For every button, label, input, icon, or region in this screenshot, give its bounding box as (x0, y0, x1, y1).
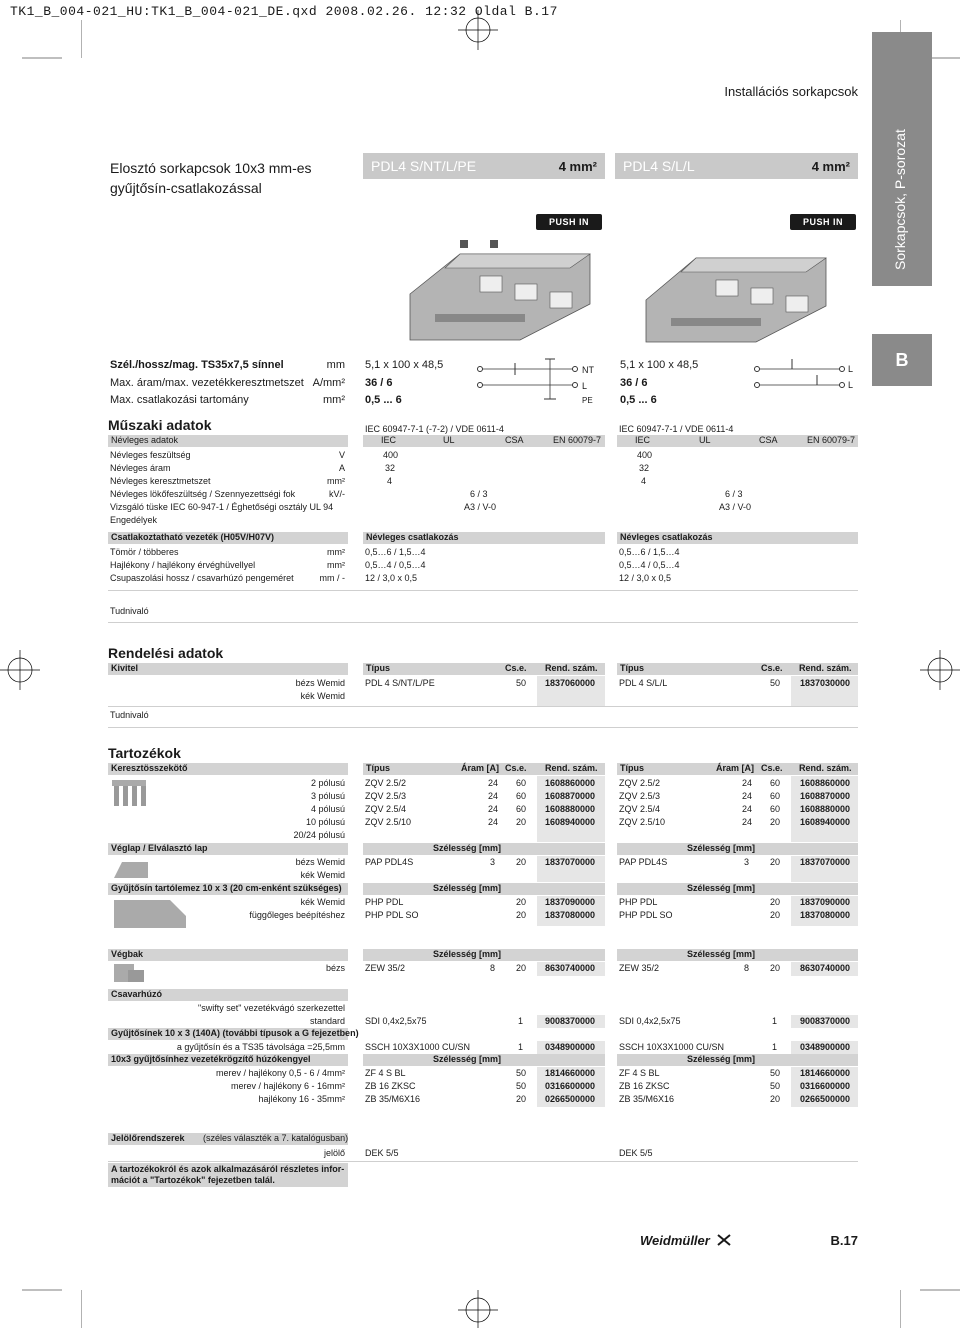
wire-bar (108, 532, 348, 544)
screw-row-type: SDI 0,4x2,5x75 (619, 1016, 681, 1026)
stop-row-qty: 20 (770, 963, 781, 973)
order-head-1 (363, 663, 605, 675)
cross-row-qty: 60 (770, 791, 781, 801)
screw-bar-label: Csavarhúzó (111, 989, 163, 999)
brand-logo: Weidmüller (640, 1233, 710, 1248)
bus-row-type: PHP PDL SO (619, 910, 673, 920)
order-bar-label: Kivitel (111, 663, 139, 673)
order-p1-type: PDL 4 S/NT/L/PE (365, 678, 435, 688)
clamp-head-2 (617, 1054, 858, 1066)
rail-label: a gyűjtősín és a TS35 távolsága =25,5mm (176, 1042, 345, 1052)
order-head-2 (617, 663, 858, 675)
footnote-line-1: A tartozékokról és azok alkalmazásáról részletes infor- (111, 1164, 345, 1174)
cross-label: 10 pólusú (305, 817, 345, 827)
wire-row-label: Csupaszolási hossz / csavarhúzó pengeméret (110, 573, 294, 583)
dims-p2-current: 36 / 6 (620, 377, 648, 389)
clamp-row-type: ZB 35/M6X16 (365, 1094, 421, 1104)
order-p2-num: 1837030000 (800, 678, 851, 688)
stop-bar-label: Végbak (111, 949, 144, 959)
tech-bar (108, 435, 348, 447)
clamp-row-qty: 50 (516, 1068, 527, 1078)
tech-col-en: EN 60079-7 (807, 435, 856, 445)
wire-bar-label: Csatlakoztatható vezeték (H05V/H07V) (111, 532, 275, 542)
tech-row-unit: V (338, 450, 345, 460)
end-head: Szélesség [mm] (433, 843, 502, 853)
order-head-num: Rend. szám. (799, 663, 852, 673)
end-plate-icon (112, 858, 152, 880)
clamp-row-type: ZF 4 S BL (365, 1068, 406, 1078)
wire-row-value: 0,5…4 / 0,5…4 (365, 560, 426, 570)
bus-label: kék Wemid (300, 897, 345, 907)
end-stop-icon (110, 960, 150, 984)
order-title: Rendelési adatok (108, 645, 224, 661)
order-p1-num: 1837060000 (545, 678, 596, 688)
cross-row-num: 1608880000 (545, 804, 596, 814)
end-head-1 (363, 843, 605, 855)
tech-col-ul: UL (443, 435, 455, 445)
divider (108, 590, 858, 591)
marker-bar (108, 1133, 348, 1145)
cross-row-qty: 60 (770, 804, 781, 814)
dims-unit-1: mm (326, 359, 345, 371)
marker-label: jelölő (323, 1148, 345, 1158)
side-tab-label: Sorkapcsok, P-sorozat (892, 129, 908, 270)
bus-row-qty: 20 (516, 897, 527, 907)
order-head-qty: Cs.e. (761, 663, 783, 673)
tech-row-value: 4 (641, 476, 647, 486)
tech-row-value: 6 / 3 (470, 489, 488, 499)
stop-label: bézs (325, 963, 345, 973)
screw-row-qty: 1 (518, 1016, 524, 1026)
rail-bar (108, 1028, 359, 1040)
screw-row-num: 9008370000 (545, 1016, 596, 1026)
clamp-row-qty: 50 (770, 1068, 781, 1078)
clamp-row-num: 1814660000 (800, 1068, 851, 1078)
end-label: kék Wemid (300, 870, 345, 880)
tech-row-unit: A (338, 463, 345, 473)
order-note: Tudnivaló (110, 710, 149, 720)
product-size-2: 4 mm² (811, 158, 850, 174)
dims-label-1: Szél./hossz/mag. TS35x7,5 sínnel (110, 359, 284, 371)
cross-row-current: 24 (488, 791, 499, 801)
crop-mark-icon (22, 1285, 82, 1328)
cross-row-current: 24 (742, 778, 753, 788)
registration-mark-icon (448, 1285, 508, 1328)
dims-unit-2: A/mm² (312, 377, 345, 389)
cross-row-type: ZQV 2.5/4 (365, 804, 407, 814)
end-head-2 (617, 843, 858, 855)
cross-row-qty: 60 (516, 791, 527, 801)
tech-row-value: A3 / V-0 (464, 502, 497, 512)
tech-std-1: IEC 60947-7-1 (-7-2) / VDE 0611-4 (365, 424, 504, 434)
tech-title: Műszaki adatok (108, 417, 212, 433)
clamp-head: Szélesség [mm] (433, 1054, 502, 1064)
tech-col-iec: IEC (635, 435, 651, 445)
side-tab (872, 32, 932, 286)
product-header-2 (615, 153, 858, 179)
schematic-2-l2: L (848, 380, 854, 390)
rail-bar-label: Gyűjtősínek 10 x 3 (140A) (további típusok a G fejezetben) (111, 1028, 359, 1038)
bus-row-num: 1837080000 (800, 910, 851, 920)
stop-row-width: 8 (744, 963, 750, 973)
cross-head-qty: Cs.e. (761, 763, 783, 773)
clamp-row-num: 0266500000 (545, 1094, 596, 1104)
tech-row-value: 6 / 3 (725, 489, 743, 499)
cross-row-qty: 20 (770, 817, 781, 827)
divider (108, 727, 858, 728)
bus-row-qty: 20 (516, 910, 527, 920)
clamp-row-num: 0316600000 (545, 1081, 596, 1091)
wire-row-label: Tömör / többeres (110, 547, 179, 557)
cross-row-type: ZQV 2.5/3 (619, 791, 661, 801)
product-header-1 (363, 153, 605, 179)
cross-head-type: Típus (620, 763, 644, 773)
tech-col-en: EN 60079-7 (553, 435, 602, 445)
stop-head-2 (617, 949, 858, 961)
cross-label: 3 pólusú (310, 791, 345, 801)
tech-col-csa: CSA (759, 435, 778, 445)
cross-row-type: ZQV 2.5/10 (365, 817, 412, 827)
stop-head: Szélesség [mm] (687, 949, 756, 959)
clamp-label: merev / hajlékony 0,5 - 6 / 4mm² (215, 1068, 345, 1078)
cross-row-type: ZQV 2.5/2 (619, 778, 661, 788)
tech-row-label: Vizsgáló tüske IEC 60-947-1 / Éghetőségi osztály UL 94 (110, 502, 334, 512)
end-row-qty: 20 (770, 857, 781, 867)
screw-bar (108, 989, 348, 1001)
divider (108, 706, 858, 707)
cross-row-num: 1608940000 (545, 817, 596, 827)
cross-row-current: 24 (742, 804, 753, 814)
busbar-holder-icon (110, 896, 190, 932)
order-head-qty: Cs.e. (505, 663, 527, 673)
order-variant: kék Wemid (300, 691, 345, 701)
end-row-width: 3 (744, 857, 750, 867)
wire-row-value: 12 / 3,0 x 0,5 (365, 573, 418, 583)
clamp-row-type: ZB 16 ZKSC (619, 1081, 670, 1091)
dims-unit-3: mm² (323, 394, 345, 406)
cross-row-num: 1608870000 (800, 791, 851, 801)
screw-row-type: SDI 0,4x2,5x75 (365, 1016, 427, 1026)
bus-row-type: PHP PDL (619, 897, 658, 907)
tech-row-value: 4 (387, 476, 393, 486)
bus-row-type: PHP PDL (365, 897, 404, 907)
cross-row-type: ZQV 2.5/10 (619, 817, 666, 827)
tech-row-label: Engedélyek (110, 515, 158, 525)
bus-label: függőleges beépítéshez (249, 910, 345, 920)
schematic-2-icon (752, 355, 862, 395)
bus-head: Szélesség [mm] (433, 883, 502, 893)
clamp-row-type: ZF 4 S BL (619, 1068, 660, 1078)
stop-head: Szélesség [mm] (433, 949, 502, 959)
rail-row-qty: 1 (518, 1042, 524, 1052)
registration-mark-icon (448, 0, 508, 60)
end-bar-label: Véglap / Elválasztó lap (111, 843, 208, 853)
tech-std-2: IEC 60947-7-1 / VDE 0611-4 (619, 424, 734, 434)
stop-row-num: 8630740000 (800, 963, 851, 973)
cross-row-num: 1608860000 (545, 778, 596, 788)
marker-row-type: DEK 5/5 (619, 1148, 653, 1158)
cross-head-num: Rend. szám. (545, 763, 598, 773)
clamp-row-qty: 50 (516, 1081, 527, 1091)
order-p1-qty: 50 (516, 678, 527, 688)
cross-connector-icon (110, 778, 150, 810)
tech-row-unit: mm² (327, 476, 345, 486)
end-row-num: 1837070000 (800, 857, 851, 867)
dims-p2-range: 0,5 ... 6 (620, 394, 657, 406)
tech-col-ul: UL (699, 435, 711, 445)
stop-row-width: 8 (490, 963, 496, 973)
end-row-type: PAP PDL4S (365, 857, 414, 867)
rail-row-qty: 1 (772, 1042, 778, 1052)
end-row-qty: 20 (516, 857, 527, 867)
cross-bar (108, 763, 348, 775)
cross-row-num: 1608860000 (800, 778, 851, 788)
wire-row-value: 0,5…4 / 0,5…4 (619, 560, 680, 570)
screw-label: standard (309, 1016, 345, 1026)
schematic-1-pe: PE (582, 396, 593, 405)
tech-cols-1 (363, 435, 605, 447)
intro-title-line-2: gyűjtősín-csatlakozással (110, 180, 262, 196)
clamp-row-num: 0266500000 (800, 1094, 851, 1104)
order-head-num: Rend. szám. (545, 663, 598, 673)
cross-label: 4 pólusú (310, 804, 345, 814)
bus-row-qty: 20 (770, 910, 781, 920)
end-row-width: 3 (490, 857, 496, 867)
file-header: TK1_B_004-021_HU:TK1_B_004-021_DE.qxd 2008.02.26. 12:32 Oldal B.17 (10, 4, 558, 19)
clamp-label: merev / hajlékony 6 - 16mm² (230, 1081, 345, 1091)
wire-row-value: 0,5…6 / 1,5…4 (365, 547, 426, 557)
end-bar (108, 843, 348, 855)
crop-mark-icon (22, 18, 82, 63)
schematic-1-l: L (582, 381, 588, 391)
bus-head-1 (363, 883, 605, 895)
cross-row-current: 24 (488, 778, 499, 788)
end-label: bézs Wemid (295, 857, 345, 867)
dims-p2-size: 5,1 x 100 x 48,5 (620, 359, 699, 371)
marker-bar-label: Jelölőrendszerek (111, 1133, 185, 1143)
rail-row-num: 0348900000 (800, 1042, 851, 1052)
tech-row-label: Névleges lökőfeszültség / Szennyezettségi fok (110, 489, 296, 499)
cross-row-current: 24 (488, 817, 499, 827)
bus-row-num: 1837080000 (545, 910, 596, 920)
clamp-head-1 (363, 1054, 605, 1066)
tech-row-value: 32 (639, 463, 650, 473)
registration-mark-icon (0, 640, 40, 700)
dims-p1-size: 5,1 x 100 x 48,5 (365, 359, 444, 371)
footnote-line-2: mációt a "Tartozékok" fejezetben talál. (111, 1175, 275, 1185)
wire-row-unit: mm² (327, 547, 345, 557)
clamp-label: hajlékony 16 - 35mm² (258, 1094, 345, 1104)
stop-row-num: 8630740000 (545, 963, 596, 973)
push-in-logo-1: PUSH IN (536, 214, 602, 230)
intro-title (110, 158, 312, 198)
wire-row-value: 0,5…6 / 1,5…4 (619, 547, 680, 557)
product-name-2: PDL4 S/L/L (623, 158, 695, 174)
wire-row-unit: mm² (327, 560, 345, 570)
rail-row-type: SSCH 10X3X1000 CU/SN (365, 1042, 471, 1052)
wire-head-bar-2 (617, 532, 858, 544)
brand-mark-icon (716, 1233, 732, 1247)
clamp-row-qty: 20 (770, 1094, 781, 1104)
tech-row-label: Névleges áram (110, 463, 171, 473)
tech-cols-2 (617, 435, 858, 447)
end-head: Szélesség [mm] (687, 843, 756, 853)
schematic-1-nt: NT (582, 365, 594, 375)
bus-head-2 (617, 883, 858, 895)
tech-row-value: 32 (385, 463, 396, 473)
crop-mark-icon (900, 1285, 960, 1328)
screw-row-qty: 1 (772, 1016, 778, 1026)
wire-row-unit: mm / - (319, 573, 345, 583)
rail-row-num: 0348900000 (545, 1042, 596, 1052)
stop-row-qty: 20 (516, 963, 527, 973)
schematic-1-icon (475, 355, 615, 405)
product-size-1: 4 mm² (558, 158, 597, 174)
dims-label-3: Max. csatlakozási tartomány (110, 394, 249, 406)
registration-mark-icon (920, 640, 960, 700)
cross-row-current: 24 (488, 804, 499, 814)
cross-head-2 (617, 763, 858, 775)
stop-head-1 (363, 949, 605, 961)
bus-row-num: 1837090000 (800, 897, 851, 907)
side-tab-letter: B (895, 349, 909, 370)
rail-row-type: SSCH 10X3X1000 CU/SN (619, 1042, 725, 1052)
cross-label: 20/24 pólusú (293, 830, 345, 840)
order-bar (108, 663, 348, 675)
tech-col-csa: CSA (505, 435, 524, 445)
cross-row-qty: 60 (770, 778, 781, 788)
clamp-row-num: 0316600000 (800, 1081, 851, 1091)
tech-row-label: Névleges feszültség (110, 450, 191, 460)
cross-head-current: Áram [A] (716, 763, 755, 773)
screw-row-num: 9008370000 (800, 1016, 851, 1026)
tech-row-label: Névleges keresztmetszet (110, 476, 211, 486)
dims-label-2: Max. áram/max. vezetékkeresztmetszet (110, 377, 304, 389)
clamp-row-qty: 20 (516, 1094, 527, 1104)
marker-bar-note: (széles választék a 7. katalógusban) (203, 1133, 349, 1143)
divider (108, 1161, 858, 1162)
dims-p1-current: 36 / 6 (365, 377, 393, 389)
page-title: Installációs sorkapcsok (724, 84, 858, 99)
tech-row-unit: kV/- (328, 489, 345, 499)
side-tab-letter-box (872, 334, 932, 386)
tech-row-value: 400 (637, 450, 653, 460)
stop-row-type: ZEW 35/2 (619, 963, 660, 973)
cross-row-current: 24 (742, 791, 753, 801)
wire-head-2: Névleges csatlakozás (620, 532, 713, 542)
cross-label: 2 pólusú (310, 778, 345, 788)
cross-row-num: 1608880000 (800, 804, 851, 814)
bus-bar (108, 883, 348, 895)
wire-row-label: Hajlékony / hajlékony érvéghüvellyel (110, 560, 256, 570)
clamp-head: Szélesség [mm] (687, 1054, 756, 1064)
product-image-1 (400, 234, 600, 346)
cross-head-current: Áram [A] (461, 763, 500, 773)
cross-row-qty: 60 (516, 804, 527, 814)
cross-row-type: ZQV 2.5/2 (365, 778, 407, 788)
schematic-2-l1: L (848, 364, 854, 374)
bus-row-num: 1837090000 (545, 897, 596, 907)
tech-row-value: A3 / V-0 (719, 502, 752, 512)
bus-row-type: PHP PDL SO (365, 910, 419, 920)
cross-row-qty: 60 (516, 778, 527, 788)
dims-p1-range: 0,5 ... 6 (365, 394, 402, 406)
end-row-type: PAP PDL4S (619, 857, 668, 867)
footnote-box (108, 1163, 348, 1187)
acc-title: Tartozékok (108, 745, 181, 761)
push-in-logo-2: PUSH IN (790, 214, 856, 230)
wire-head-1: Névleges csatlakozás (366, 532, 459, 542)
tech-bar-label: Névleges adatok (111, 435, 179, 445)
cross-head-type: Típus (366, 763, 390, 773)
product-image-2 (636, 238, 836, 346)
intro-title-line-1: Elosztó sorkapcsok 10x3 mm-es (110, 160, 312, 176)
cross-bar-label: Keresztösszekötő (111, 763, 188, 773)
clamp-row-qty: 50 (770, 1081, 781, 1091)
cross-row-type: ZQV 2.5/3 (365, 791, 407, 801)
screw-label: "swifty set" vezetékvágó szerkezettel (198, 1003, 345, 1013)
cross-row-num: 1608870000 (545, 791, 596, 801)
cross-head-1 (363, 763, 605, 775)
cross-row-type: ZQV 2.5/4 (619, 804, 661, 814)
marker-row-type: DEK 5/5 (365, 1148, 399, 1158)
tech-note: Tudnivaló (110, 606, 149, 616)
cross-head-num: Rend. szám. (799, 763, 852, 773)
order-p2-qty: 50 (770, 678, 781, 688)
clamp-bar-label: 10x3 gyűjtősínhez vezetékrögzítő húzókengyel (111, 1054, 311, 1064)
clamp-row-num: 1814660000 (545, 1068, 596, 1078)
divider (108, 622, 858, 623)
bus-bar-label: Gyűjtősín tartólemez 10 x 3 (20 cm-enként szükséges) (111, 883, 342, 893)
page-number: B.17 (830, 1233, 858, 1248)
order-p2-type: PDL 4 S/L/L (619, 678, 668, 688)
tech-row-value: 400 (383, 450, 399, 460)
clamp-row-type: ZB 35/M6X16 (619, 1094, 675, 1104)
bus-row-qty: 20 (770, 897, 781, 907)
cross-head-qty: Cs.e. (505, 763, 527, 773)
tech-col-iec: IEC (381, 435, 397, 445)
wire-head-bar-1 (363, 532, 605, 544)
clamp-bar (108, 1054, 348, 1066)
product-name-1: PDL4 S/NT/L/PE (371, 158, 477, 174)
bus-head: Szélesség [mm] (687, 883, 756, 893)
clamp-row-type: ZB 16 ZKSC (365, 1081, 416, 1091)
order-variant: bézs Wemid (295, 678, 345, 688)
cross-row-current: 24 (742, 817, 753, 827)
order-head-type: Típus (366, 663, 390, 673)
order-head-type: Típus (620, 663, 644, 673)
wire-row-value: 12 / 3,0 x 0,5 (619, 573, 672, 583)
cross-row-qty: 20 (516, 817, 527, 827)
stop-row-type: ZEW 35/2 (365, 963, 406, 973)
cross-row-num: 1608940000 (800, 817, 851, 827)
end-row-num: 1837070000 (545, 857, 596, 867)
